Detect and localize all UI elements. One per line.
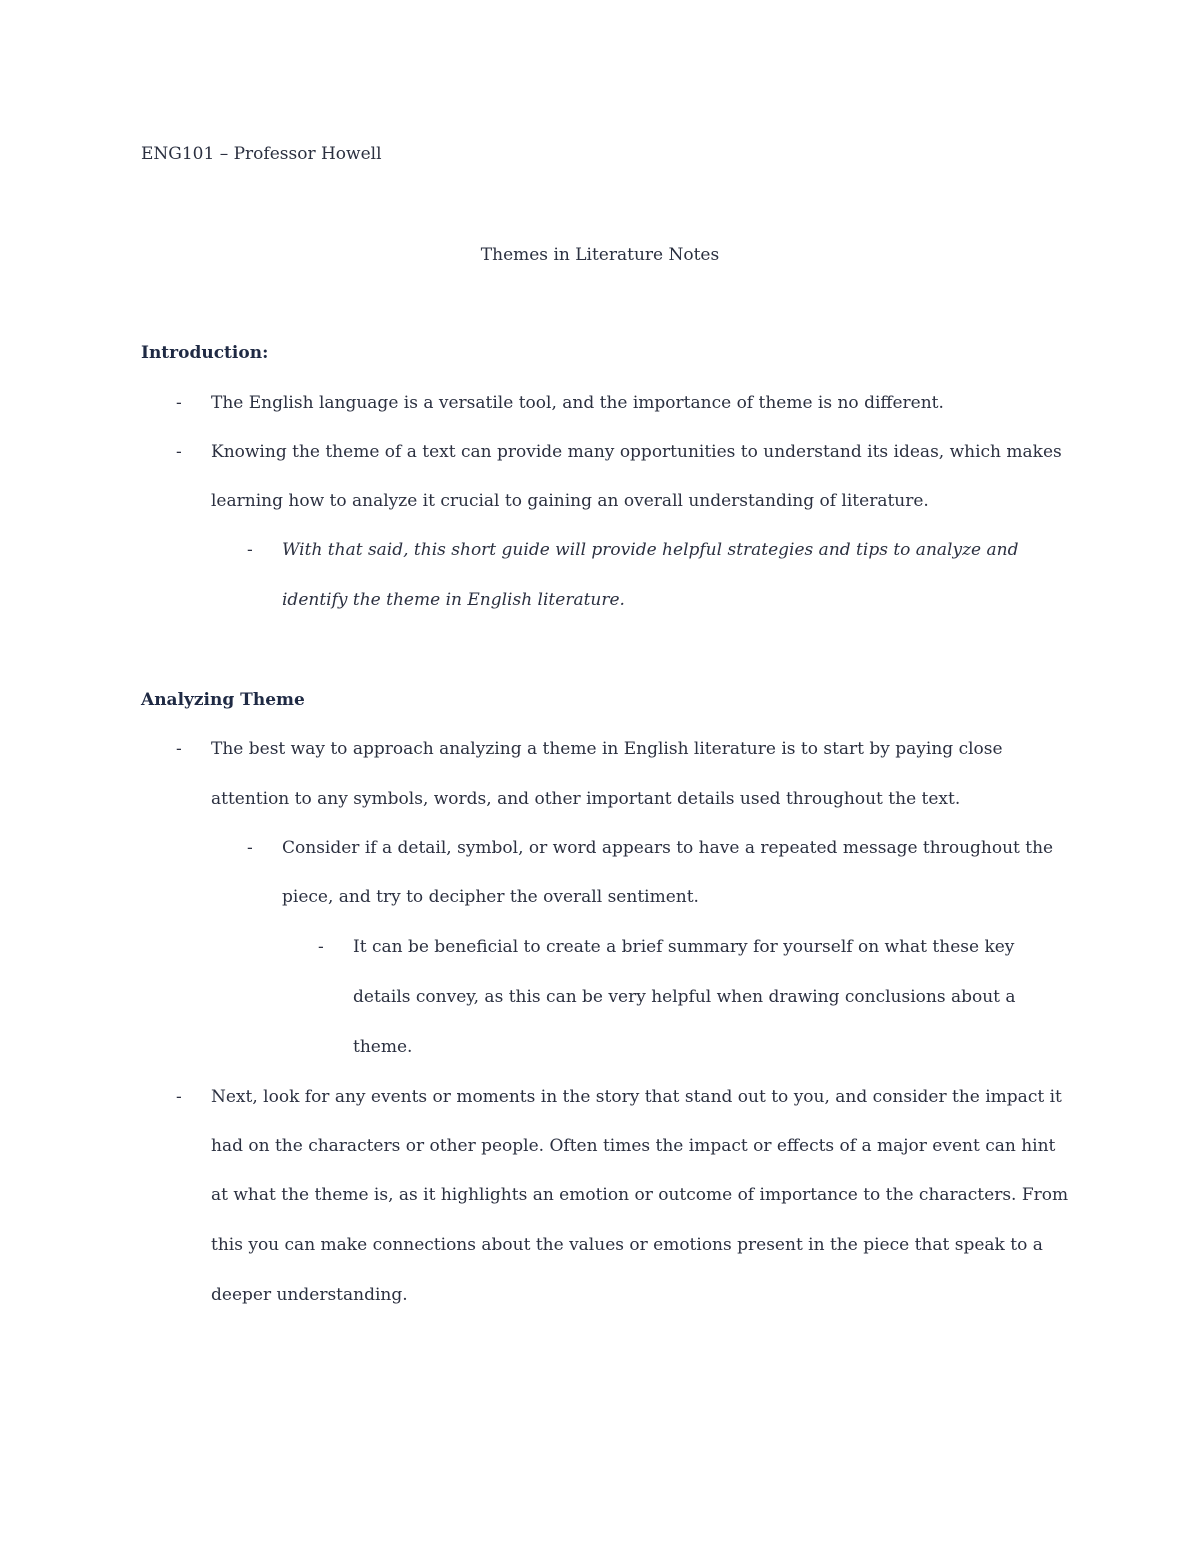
list-item-line: identify the theme in English literature. <box>282 590 625 610</box>
bullet-marker: - <box>176 442 182 462</box>
list-item-line: The English language is a versatile tool, and the importance of theme is no different. <box>211 393 944 413</box>
list-item-line: theme. <box>353 1037 413 1057</box>
list-item-line: at what the theme is, as it highlights an emotion or outcome of importance to the characters. From <box>211 1185 1069 1205</box>
list-item-line: learning how to analyze it crucial to gaining an overall understanding of literature. <box>211 491 929 511</box>
list-item-line: With that said, this short guide will provide helpful strategies and tips to analyze and <box>282 540 1019 560</box>
list-item-line: Knowing the theme of a text can provide many opportunities to understand its ideas, which makes <box>211 442 1062 462</box>
section-heading-analyzing-theme: Analyzing Theme <box>141 690 305 710</box>
bullet-marker: - <box>247 540 253 560</box>
bullet-marker: - <box>247 838 253 858</box>
list-item-line: attention to any symbols, words, and other important details used throughout the text. <box>211 789 961 809</box>
bullet-marker: - <box>176 1087 182 1107</box>
bullet-marker: - <box>176 739 182 759</box>
list-item-line: Consider if a detail, symbol, or word appears to have a repeated message throughout the <box>282 838 1054 858</box>
list-item-line: piece, and try to decipher the overall sentiment. <box>282 887 699 907</box>
list-item-line: The best way to approach analyzing a theme in English literature is to start by paying close <box>211 739 1003 759</box>
bullet-marker: - <box>176 393 182 413</box>
list-item-line: It can be beneficial to create a brief summary for yourself on what these key <box>353 937 1015 957</box>
list-item-line: deeper understanding. <box>211 1285 408 1305</box>
page-title: Themes in Literature Notes <box>480 245 720 265</box>
list-item-line: Next, look for any events or moments in the story that stand out to you, and consider the impact it <box>211 1087 1062 1107</box>
list-item-line: details convey, as this can be very helpful when drawing conclusions about a <box>353 987 1016 1007</box>
list-item-line: this you can make connections about the values or emotions present in the piece that speak to a <box>211 1235 1043 1255</box>
bullet-marker: - <box>318 937 324 957</box>
section-heading-introduction: Introduction: <box>141 343 269 363</box>
list-item-line: had on the characters or other people. Often times the impact or effects of a major event can hint <box>211 1136 1056 1156</box>
course-line: ENG101 – Professor Howell <box>141 144 382 164</box>
